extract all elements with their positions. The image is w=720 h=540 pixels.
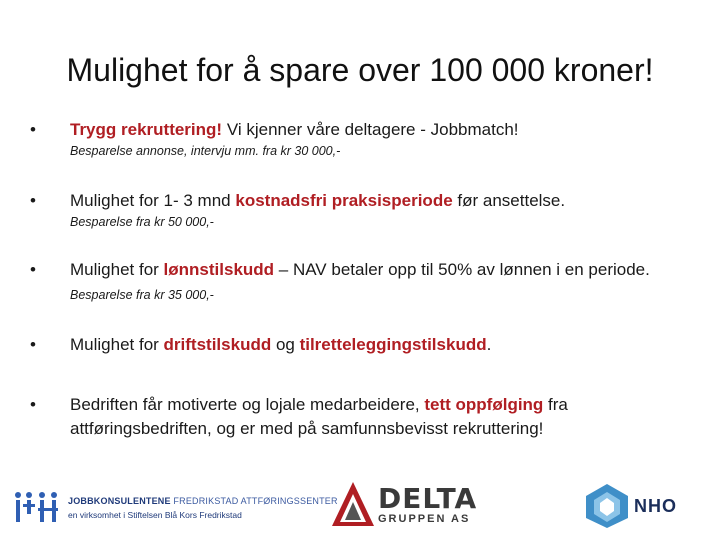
delta-gruppen-logo xyxy=(330,480,500,530)
logo-name-suffix: FREDRIKSTAD ATTFØRINGSSENTER xyxy=(173,496,338,506)
body-text: før ansettelse. xyxy=(452,191,566,210)
savings-note: Besparelse annonse, intervju mm. fra kr 30 000,- xyxy=(70,144,341,158)
highlight-text: driftstilskudd xyxy=(163,335,272,354)
bullet-text xyxy=(70,393,690,441)
highlight-text: tilretteleggingstilskudd xyxy=(299,335,487,354)
jobbkonsulentene-logo xyxy=(12,490,338,530)
nho-logo xyxy=(582,482,692,532)
body-text: . xyxy=(486,335,492,354)
bullet-text xyxy=(70,335,491,354)
bullet-item xyxy=(30,118,690,160)
bullet-dot: • xyxy=(30,395,36,414)
body-text: fra attføringsbedriften, og er med på samfunnsbevisst rekruttering! xyxy=(70,395,568,438)
bullet-item xyxy=(30,189,690,231)
bullet-item xyxy=(30,393,690,441)
body-text: og xyxy=(271,335,300,354)
bullet-dot: • xyxy=(30,260,36,279)
body-text: Vi kjenner våre deltagere - Jobbmatch! xyxy=(222,120,519,139)
bullet-item xyxy=(30,333,690,357)
body-text: Bedriften får motiverte og lojale medarbeidere, xyxy=(70,395,425,414)
highlight-text: tett oppfølging xyxy=(424,395,544,414)
logo-tagline: en virksomhet i Stiftelsen Blå Kors Fredrikstad xyxy=(68,510,242,520)
bullet-dot: • xyxy=(30,335,36,354)
logo-name: NHO xyxy=(634,496,677,516)
logo-name: JOBBKONSULENTENE xyxy=(68,496,171,506)
bullet-text xyxy=(70,258,690,306)
body-text: Mulighet for xyxy=(70,335,164,354)
delta-triangle-icon xyxy=(330,480,376,528)
highlight-text: Trygg rekruttering! xyxy=(70,120,223,139)
bullet-text xyxy=(70,191,565,210)
people-icon xyxy=(12,490,62,526)
bullet-dot: • xyxy=(30,120,36,139)
body-text: Mulighet for xyxy=(70,260,164,279)
nho-emblem-icon xyxy=(582,482,632,530)
logo-subname: GRUPPEN AS xyxy=(378,513,471,525)
body-text: Mulighet for 1- 3 mnd xyxy=(70,191,236,210)
savings-note: Besparelse fra kr 50 000,- xyxy=(70,215,214,229)
highlight-text: lønnstilskudd xyxy=(163,260,275,279)
bullet-text xyxy=(70,120,519,139)
highlight-text: kostnadsfri praksisperiode xyxy=(235,191,453,210)
slide-title: Mulighet for å spare over 100 000 kroner! xyxy=(66,52,654,88)
body-text: – NAV betaler opp til 50% av lønnen i en periode. xyxy=(274,260,650,279)
bullet-dot: • xyxy=(30,191,36,210)
logo-title xyxy=(68,496,338,506)
savings-note: Besparelse fra kr 35 000,- xyxy=(70,288,214,302)
bullet-item xyxy=(30,258,690,306)
logo-name: DELTA xyxy=(378,482,478,515)
